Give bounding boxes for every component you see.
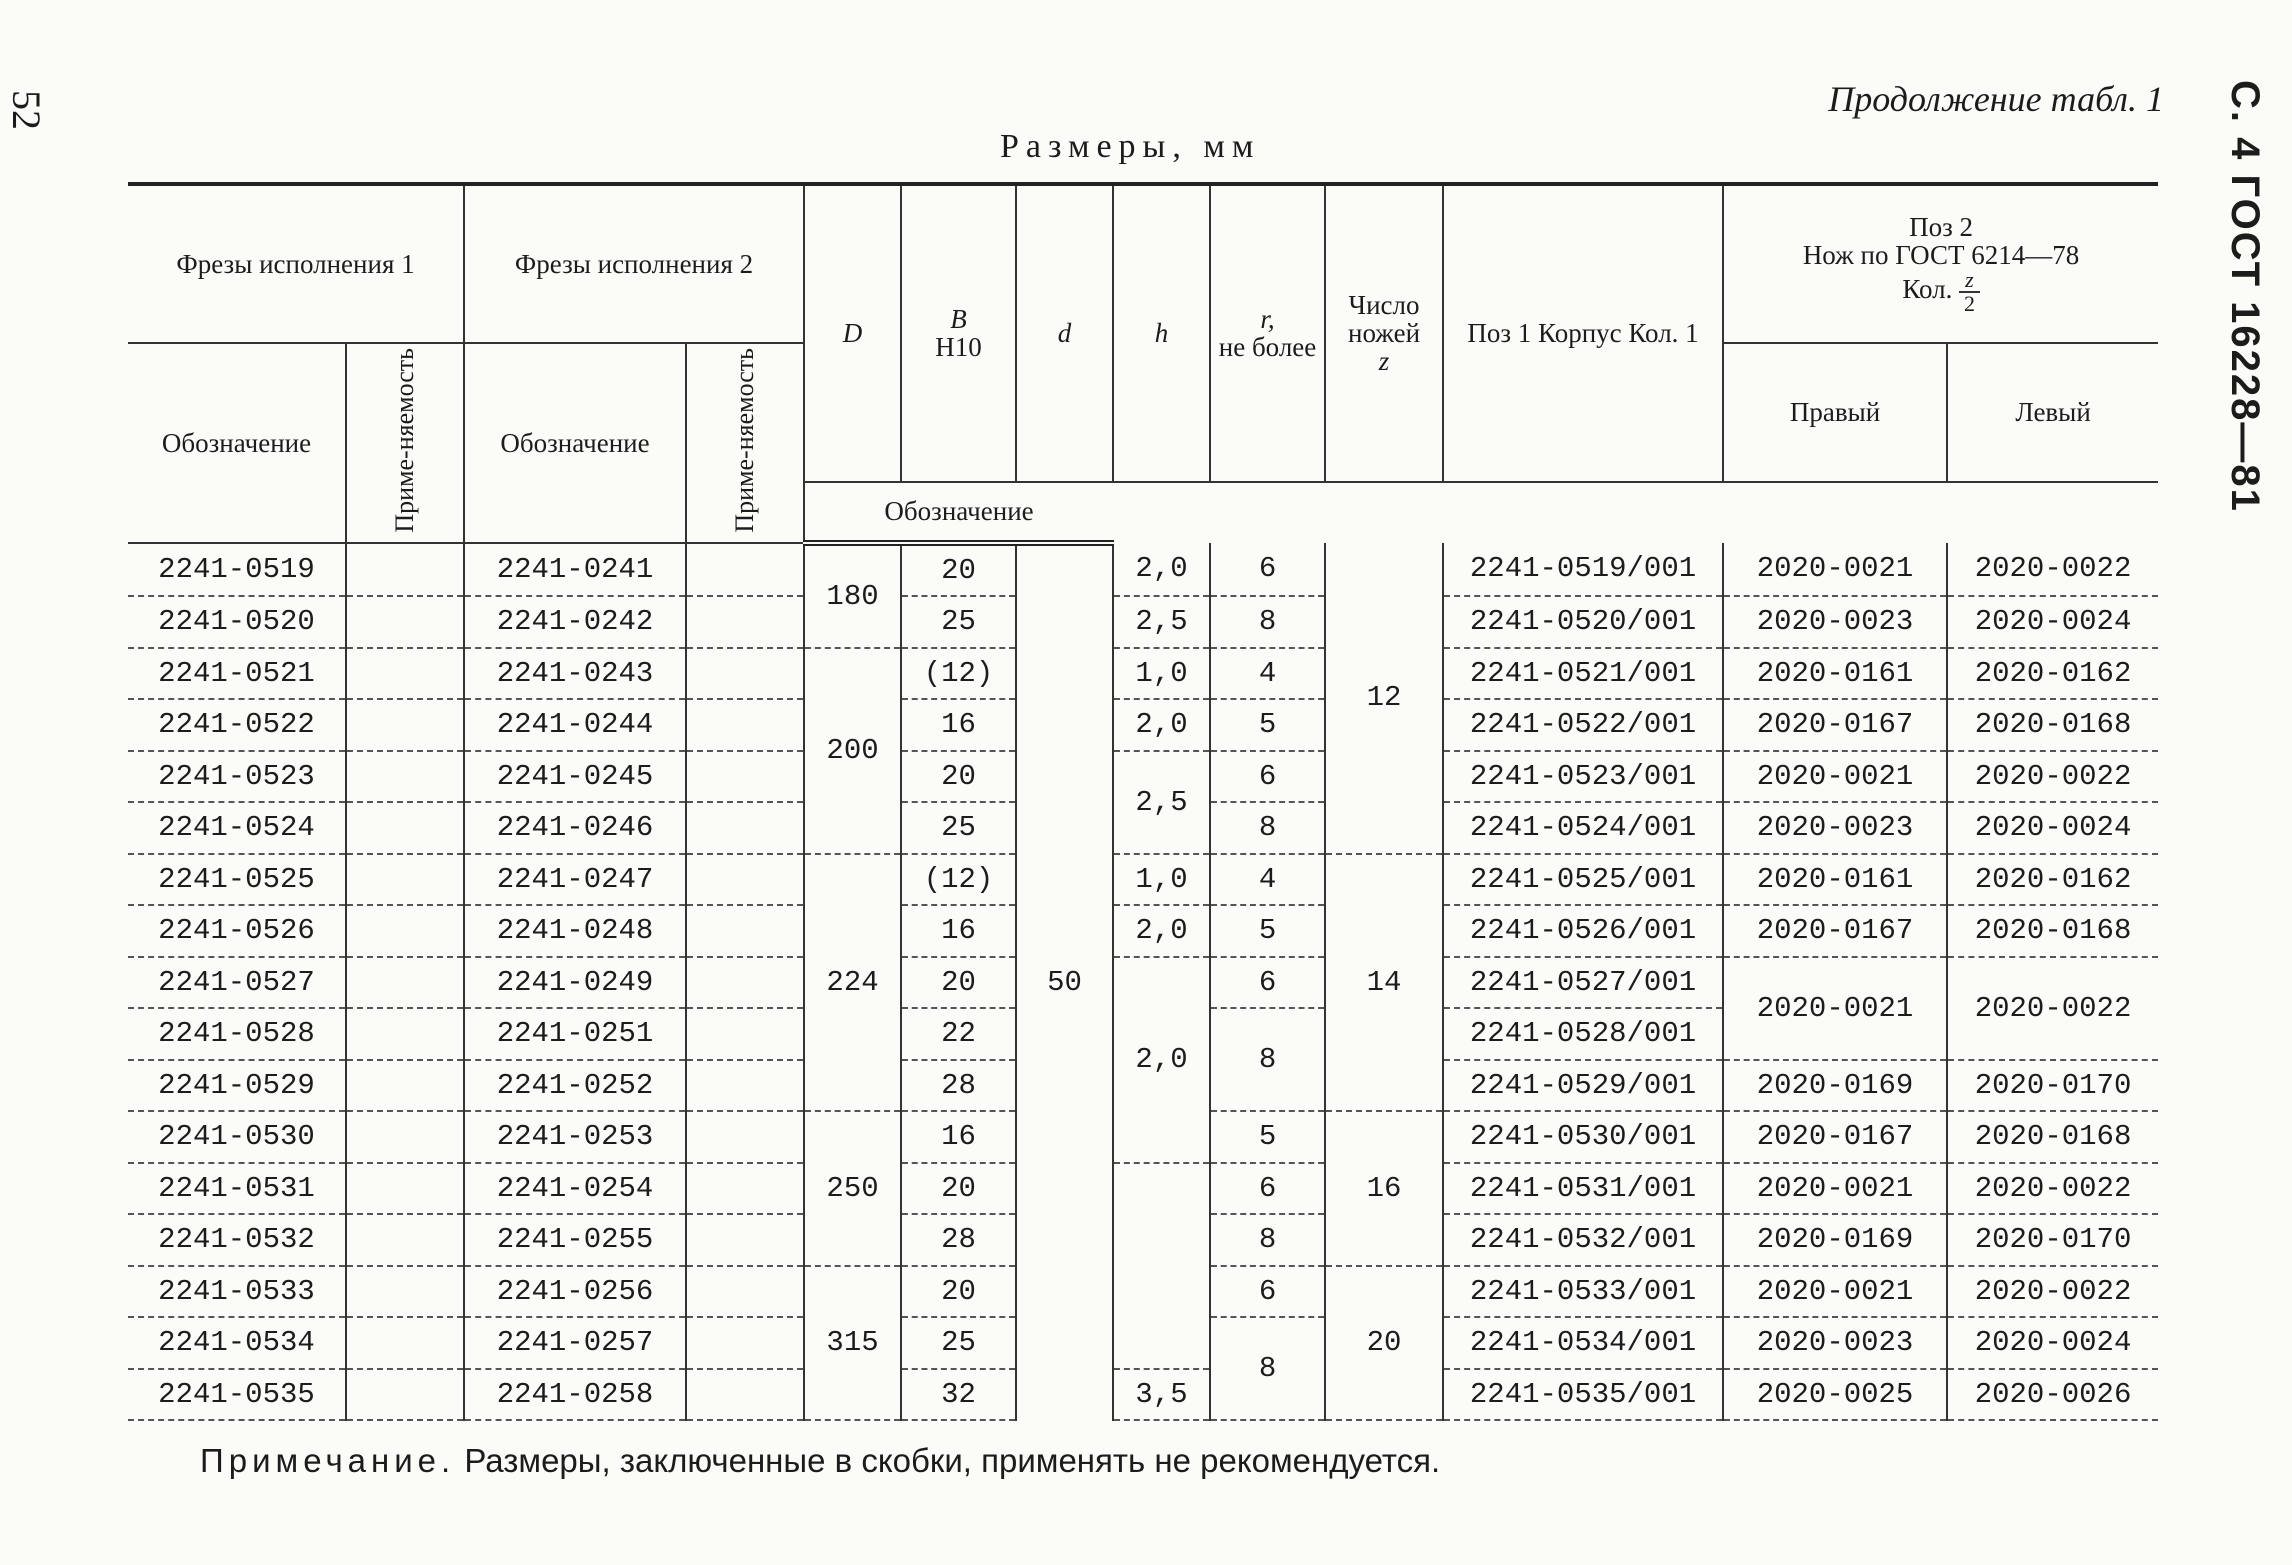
cell-h: 2,0	[1113, 543, 1210, 597]
cell-left-knife: 2020-0168	[1947, 699, 2158, 751]
cell-applicability-2	[686, 543, 804, 597]
cell-applicability-1	[346, 1060, 464, 1112]
cutter-spec-table	[128, 182, 2158, 1421]
cell-designation-1: 2241-0533	[128, 1266, 346, 1318]
cell-left-knife: 2020-0022	[1947, 1266, 2158, 1318]
table-row	[128, 1163, 2158, 1215]
cell-B: 20	[901, 751, 1016, 803]
table-row	[128, 648, 2158, 700]
cell-designation-2: 2241-0254	[464, 1163, 686, 1215]
header-h: h	[1113, 184, 1210, 482]
cell-r: 6	[1210, 1266, 1325, 1318]
cell-applicability-1	[346, 854, 464, 906]
cell-body-designation: 2241-0522/001	[1443, 699, 1723, 751]
table-row	[128, 1369, 2158, 1421]
table-note	[200, 1442, 1440, 1480]
cell-left-knife: 2020-0022	[1947, 543, 2158, 597]
header-D: D	[804, 184, 901, 482]
cell-B: 32	[901, 1369, 1016, 1421]
header-r	[1210, 184, 1325, 482]
cell-r: 5	[1210, 905, 1325, 957]
cell-applicability-1	[346, 1111, 464, 1163]
cell-D: 315	[804, 1266, 901, 1421]
cell-B: 25	[901, 1317, 1016, 1369]
header-group-1: Фрезы исполнения 1	[128, 184, 464, 343]
cell-h	[1113, 1163, 1210, 1369]
cell-applicability-1	[346, 648, 464, 700]
cell-applicability-1	[346, 699, 464, 751]
cell-applicability-2	[686, 1111, 804, 1163]
table-continuation-label: Продолжение табл. 1	[1828, 79, 2164, 119]
cell-r: 5	[1210, 1111, 1325, 1163]
cell-B: 16	[901, 905, 1016, 957]
cell-left-knife: 2020-0024	[1947, 802, 2158, 854]
cell-designation-1: 2241-0527	[128, 957, 346, 1009]
table-row	[128, 751, 2158, 803]
header-applicability-2	[686, 343, 804, 543]
table-row	[128, 905, 2158, 957]
cell-designation-2: 2241-0244	[464, 699, 686, 751]
note-text: Размеры, заключенные в скобки, применять не рекомендуется.	[464, 1442, 1441, 1479]
cell-teeth: 12	[1325, 543, 1443, 854]
cell-applicability-1	[346, 543, 464, 597]
header-teeth-text: Число ножей	[1348, 290, 1421, 349]
header-teeth	[1325, 184, 1443, 482]
cell-designation-1: 2241-0529	[128, 1060, 346, 1112]
cell-applicability-2	[686, 1214, 804, 1266]
header-pos2	[1723, 184, 2158, 343]
note-label: Примечание.	[200, 1442, 456, 1479]
cell-designation-1: 2241-0528	[128, 1008, 346, 1060]
header-pos2-line1: Поз 2	[1909, 212, 1973, 242]
cell-designation-1: 2241-0532	[128, 1214, 346, 1266]
cell-applicability-2	[686, 751, 804, 803]
fraction-numerator: z	[1959, 269, 1980, 293]
cell-designation-1: 2241-0521	[128, 648, 346, 700]
cell-right-knife: 2020-0161	[1723, 648, 1947, 700]
cell-left-knife: 2020-0170	[1947, 1214, 2158, 1266]
cell-B: 25	[901, 802, 1016, 854]
cell-r: 4	[1210, 648, 1325, 700]
table-row	[128, 854, 2158, 906]
cell-r: 8	[1210, 802, 1325, 854]
page-number: 52	[4, 90, 49, 130]
cell-r: 5	[1210, 699, 1325, 751]
cell-left-knife: 2020-0024	[1947, 596, 2158, 648]
cell-left-knife: 2020-0022	[1947, 751, 2158, 803]
header-applicability-1-text: Приме-няемость	[390, 348, 419, 533]
cell-left-knife: 2020-0162	[1947, 648, 2158, 700]
cell-designation-1: 2241-0531	[128, 1163, 346, 1215]
cell-applicability-1	[346, 905, 464, 957]
cell-applicability-2	[686, 699, 804, 751]
cell-h: 2,0	[1113, 905, 1210, 957]
cell-D: 200	[804, 648, 901, 854]
header-group-2: Фрезы исполнения 2	[464, 184, 804, 343]
cell-left-knife: 2020-0170	[1947, 1060, 2158, 1112]
cell-body-designation: 2241-0520/001	[1443, 596, 1723, 648]
cell-d: 50	[1016, 543, 1113, 1421]
cell-right-knife: 2020-0167	[1723, 1111, 1947, 1163]
cell-right-knife: 2020-0169	[1723, 1060, 1947, 1112]
cell-body-designation: 2241-0521/001	[1443, 648, 1723, 700]
cell-applicability-2	[686, 1317, 804, 1369]
cell-designation-1: 2241-0526	[128, 905, 346, 957]
cell-applicability-1	[346, 957, 464, 1009]
cell-B: 20	[901, 543, 1016, 597]
header-designation-1: Обозначение	[128, 343, 346, 543]
cell-right-knife: 2020-0167	[1723, 699, 1947, 751]
header-applicability-1	[346, 343, 464, 543]
cell-body-designation: 2241-0523/001	[1443, 751, 1723, 803]
cell-left-knife: 2020-0168	[1947, 1111, 2158, 1163]
cell-applicability-2	[686, 1060, 804, 1112]
cell-applicability-2	[686, 802, 804, 854]
cell-applicability-2	[686, 957, 804, 1009]
cell-h: 2,5	[1113, 751, 1210, 854]
cell-left-knife: 2020-0022	[1947, 1163, 2158, 1215]
units-label: Размеры, мм	[1000, 128, 1261, 165]
cell-designation-1: 2241-0522	[128, 699, 346, 751]
cell-body-designation: 2241-0519/001	[1443, 543, 1723, 597]
cell-body-designation: 2241-0534/001	[1443, 1317, 1723, 1369]
cell-r: 6	[1210, 751, 1325, 803]
header-d: d	[1016, 184, 1113, 482]
cell-applicability-2	[686, 905, 804, 957]
header-teeth-z: z	[1378, 346, 1390, 377]
cell-applicability-1	[346, 802, 464, 854]
cell-teeth: 20	[1325, 1266, 1443, 1421]
table-row	[128, 596, 2158, 648]
cell-r: 4	[1210, 854, 1325, 906]
cell-applicability-1	[346, 596, 464, 648]
cell-designation-2: 2241-0256	[464, 1266, 686, 1318]
cell-h: 1,0	[1113, 648, 1210, 700]
cell-B: (12)	[901, 854, 1016, 906]
cell-body-designation: 2241-0525/001	[1443, 854, 1723, 906]
cell-designation-2: 2241-0257	[464, 1317, 686, 1369]
cell-applicability-1	[346, 1008, 464, 1060]
header-pos2-line2: Нож по ГОСТ 6214—78	[1802, 240, 2080, 270]
cell-D: 224	[804, 854, 901, 1112]
cell-body-designation: 2241-0533/001	[1443, 1266, 1723, 1318]
header-applicability-2-text: Приме-няемость	[730, 348, 760, 533]
cell-designation-1: 2241-0520	[128, 596, 346, 648]
cell-right-knife: 2020-0021	[1723, 543, 1947, 597]
cell-right-knife: 2020-0023	[1723, 802, 1947, 854]
cell-applicability-1	[346, 1317, 464, 1369]
cell-B: 16	[901, 1111, 1016, 1163]
cell-B: 22	[901, 1008, 1016, 1060]
cell-body-designation: 2241-0527/001	[1443, 957, 1723, 1009]
cell-applicability-2	[686, 1369, 804, 1421]
fraction-denominator: 2	[1963, 291, 1975, 316]
cell-designation-2: 2241-0258	[464, 1369, 686, 1421]
cell-designation-2: 2241-0243	[464, 648, 686, 700]
header-pos2-kol: Кол.	[1902, 274, 1953, 305]
cell-designation-2: 2241-0253	[464, 1111, 686, 1163]
cell-h: 1,0	[1113, 854, 1210, 906]
cell-D: 180	[804, 543, 901, 648]
cell-left-knife: 2020-0162	[1947, 854, 2158, 906]
cell-applicability-1	[346, 1369, 464, 1421]
cell-r: 8	[1210, 596, 1325, 648]
cell-right-knife: 2020-0021	[1723, 751, 1947, 803]
cell-applicability-2	[686, 1008, 804, 1060]
cell-designation-2: 2241-0251	[464, 1008, 686, 1060]
cell-body-designation: 2241-0524/001	[1443, 802, 1723, 854]
header-designation-2: Обозначение	[464, 343, 686, 543]
table-row	[128, 699, 2158, 751]
header-r-symbol: r,	[1260, 304, 1275, 335]
cell-B: 20	[901, 1266, 1016, 1318]
cell-applicability-1	[346, 751, 464, 803]
header-B-symbol: B	[950, 304, 967, 335]
cell-designation-2: 2241-0247	[464, 854, 686, 906]
cell-designation-1: 2241-0523	[128, 751, 346, 803]
cell-designation-1: 2241-0535	[128, 1369, 346, 1421]
cell-body-designation: 2241-0526/001	[1443, 905, 1723, 957]
cell-body-designation: 2241-0532/001	[1443, 1214, 1723, 1266]
cell-designation-2: 2241-0248	[464, 905, 686, 957]
cell-designation-1: 2241-0525	[128, 854, 346, 906]
cell-designation-2: 2241-0252	[464, 1060, 686, 1112]
cell-left-knife: 2020-0024	[1947, 1317, 2158, 1369]
cell-body-designation: 2241-0531/001	[1443, 1163, 1723, 1215]
cell-B: 28	[901, 1060, 1016, 1112]
cell-designation-2: 2241-0241	[464, 543, 686, 597]
cell-B: 28	[901, 1214, 1016, 1266]
cell-r: 6	[1210, 543, 1325, 597]
header-B-tolerance: H10	[935, 332, 982, 363]
cell-right-knife: 2020-0169	[1723, 1214, 1947, 1266]
cell-B: 20	[901, 1163, 1016, 1215]
standard-side-header: С. 4 ГОСТ 16228—81	[2223, 80, 2267, 513]
cell-teeth: 16	[1325, 1111, 1443, 1266]
cell-right-knife: 2020-0023	[1723, 1317, 1947, 1369]
cell-designation-2: 2241-0255	[464, 1214, 686, 1266]
header-designation-bottom: Обозначение	[804, 482, 1113, 543]
cell-applicability-1	[346, 1266, 464, 1318]
header-B	[901, 184, 1016, 482]
cell-left-knife: 2020-0022	[1947, 957, 2158, 1060]
cell-designation-1: 2241-0534	[128, 1317, 346, 1369]
cell-r: 6	[1210, 957, 1325, 1009]
cell-right-knife: 2020-0167	[1723, 905, 1947, 957]
cell-teeth: 14	[1325, 854, 1443, 1112]
header-pos2-fraction	[1959, 269, 1980, 315]
header-pos1: Поз 1 Корпус Кол. 1	[1443, 184, 1723, 482]
header-right: Правый	[1723, 343, 1947, 482]
cell-applicability-2	[686, 854, 804, 906]
cell-r: 8	[1210, 1317, 1325, 1420]
cell-left-knife: 2020-0168	[1947, 905, 2158, 957]
cell-designation-2: 2241-0242	[464, 596, 686, 648]
cell-r: 6	[1210, 1163, 1325, 1215]
cell-designation-1: 2241-0530	[128, 1111, 346, 1163]
header-r-text: не более	[1218, 332, 1317, 363]
cell-designation-2: 2241-0245	[464, 751, 686, 803]
cell-designation-1: 2241-0524	[128, 802, 346, 854]
cell-designation-2: 2241-0246	[464, 802, 686, 854]
cell-body-designation: 2241-0530/001	[1443, 1111, 1723, 1163]
cell-designation-1: 2241-0519	[128, 543, 346, 597]
cell-body-designation: 2241-0528/001	[1443, 1008, 1723, 1060]
cell-left-knife: 2020-0026	[1947, 1369, 2158, 1421]
cell-right-knife: 2020-0021	[1723, 1163, 1947, 1215]
cell-applicability-2	[686, 648, 804, 700]
cell-h: 3,5	[1113, 1369, 1210, 1421]
header-left: Левый	[1947, 343, 2158, 482]
cell-applicability-1	[346, 1163, 464, 1215]
cell-h: 2,5	[1113, 596, 1210, 648]
cell-h: 2,0	[1113, 957, 1210, 1163]
table-row	[128, 957, 2158, 1009]
cell-B: 20	[901, 957, 1016, 1009]
cell-body-designation: 2241-0529/001	[1443, 1060, 1723, 1112]
cell-applicability-1	[346, 1214, 464, 1266]
cell-right-knife: 2020-0023	[1723, 596, 1947, 648]
cell-designation-2: 2241-0249	[464, 957, 686, 1009]
cell-r: 8	[1210, 1214, 1325, 1266]
cell-body-designation: 2241-0535/001	[1443, 1369, 1723, 1421]
table-row	[128, 543, 2158, 597]
cell-h: 2,0	[1113, 699, 1210, 751]
cell-applicability-2	[686, 1163, 804, 1215]
cell-D: 250	[804, 1111, 901, 1266]
cell-applicability-2	[686, 596, 804, 648]
cell-applicability-2	[686, 1266, 804, 1318]
cell-B: (12)	[901, 648, 1016, 700]
cell-B: 16	[901, 699, 1016, 751]
cell-right-knife: 2020-0161	[1723, 854, 1947, 906]
cell-right-knife: 2020-0021	[1723, 957, 1947, 1060]
cell-r: 8	[1210, 1008, 1325, 1111]
cell-right-knife: 2020-0021	[1723, 1266, 1947, 1318]
cell-right-knife: 2020-0025	[1723, 1369, 1947, 1421]
cell-B: 25	[901, 596, 1016, 648]
